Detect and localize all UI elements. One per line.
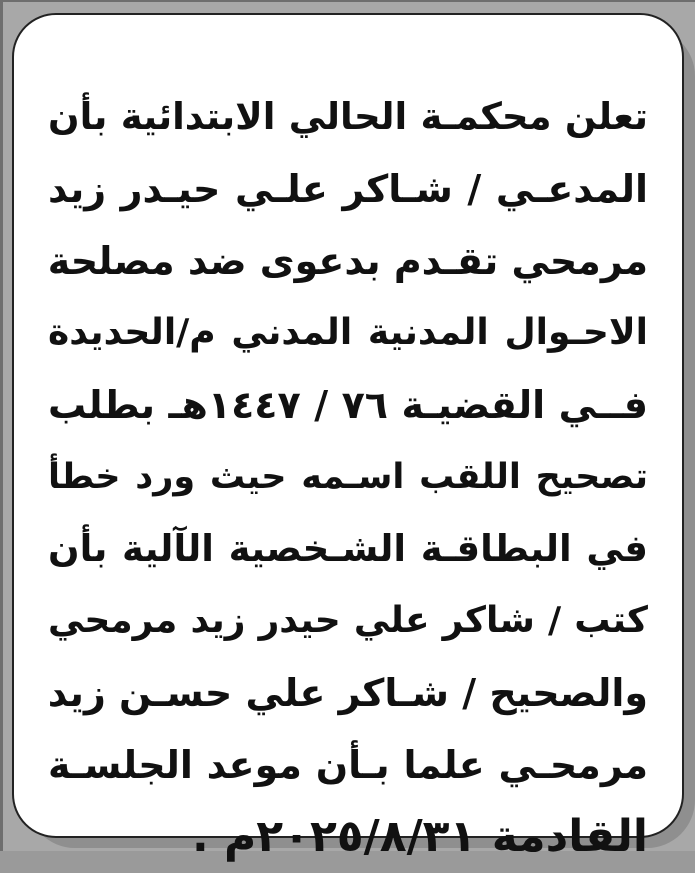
notice-line-10: مرمحـي علما بـأن موعد الجلسـة — [48, 743, 648, 787]
notice-line-4: الاحـوال المدنية المدني م/الحديدة — [48, 312, 648, 353]
notice-card — [12, 13, 684, 862]
notice-text — [48, 81, 648, 873]
notice-line-11: القادمة ٢٠٢٥/٨/٣١م . — [191, 811, 648, 862]
notice-line-2: المدعـي / شـاكر علـي حيـدر زيد — [48, 167, 648, 211]
notice-line-1: تعلن محكمـة الحالي الابتدائية بأن — [48, 95, 648, 138]
notice-line-8: كتب / شاكر علي حيدر زيد مرمحي — [48, 600, 648, 641]
notice-line-5: فــي القضيـة ٧٦ / ١٤٤٧هـ بطلب — [48, 383, 648, 427]
notice-line-3: مرمحي تقـدم بدعوى ضد مصلحة — [47, 239, 648, 283]
notice-line-7: في البطاقـة الشـخصية الآلية بأن — [48, 527, 648, 570]
notice-line-9: والصحيح / شـاكر علي حسـن زيد — [47, 671, 648, 715]
notice-line-6: تصحيح اللقب اسـمه حيث ورد خطأ — [48, 457, 648, 497]
